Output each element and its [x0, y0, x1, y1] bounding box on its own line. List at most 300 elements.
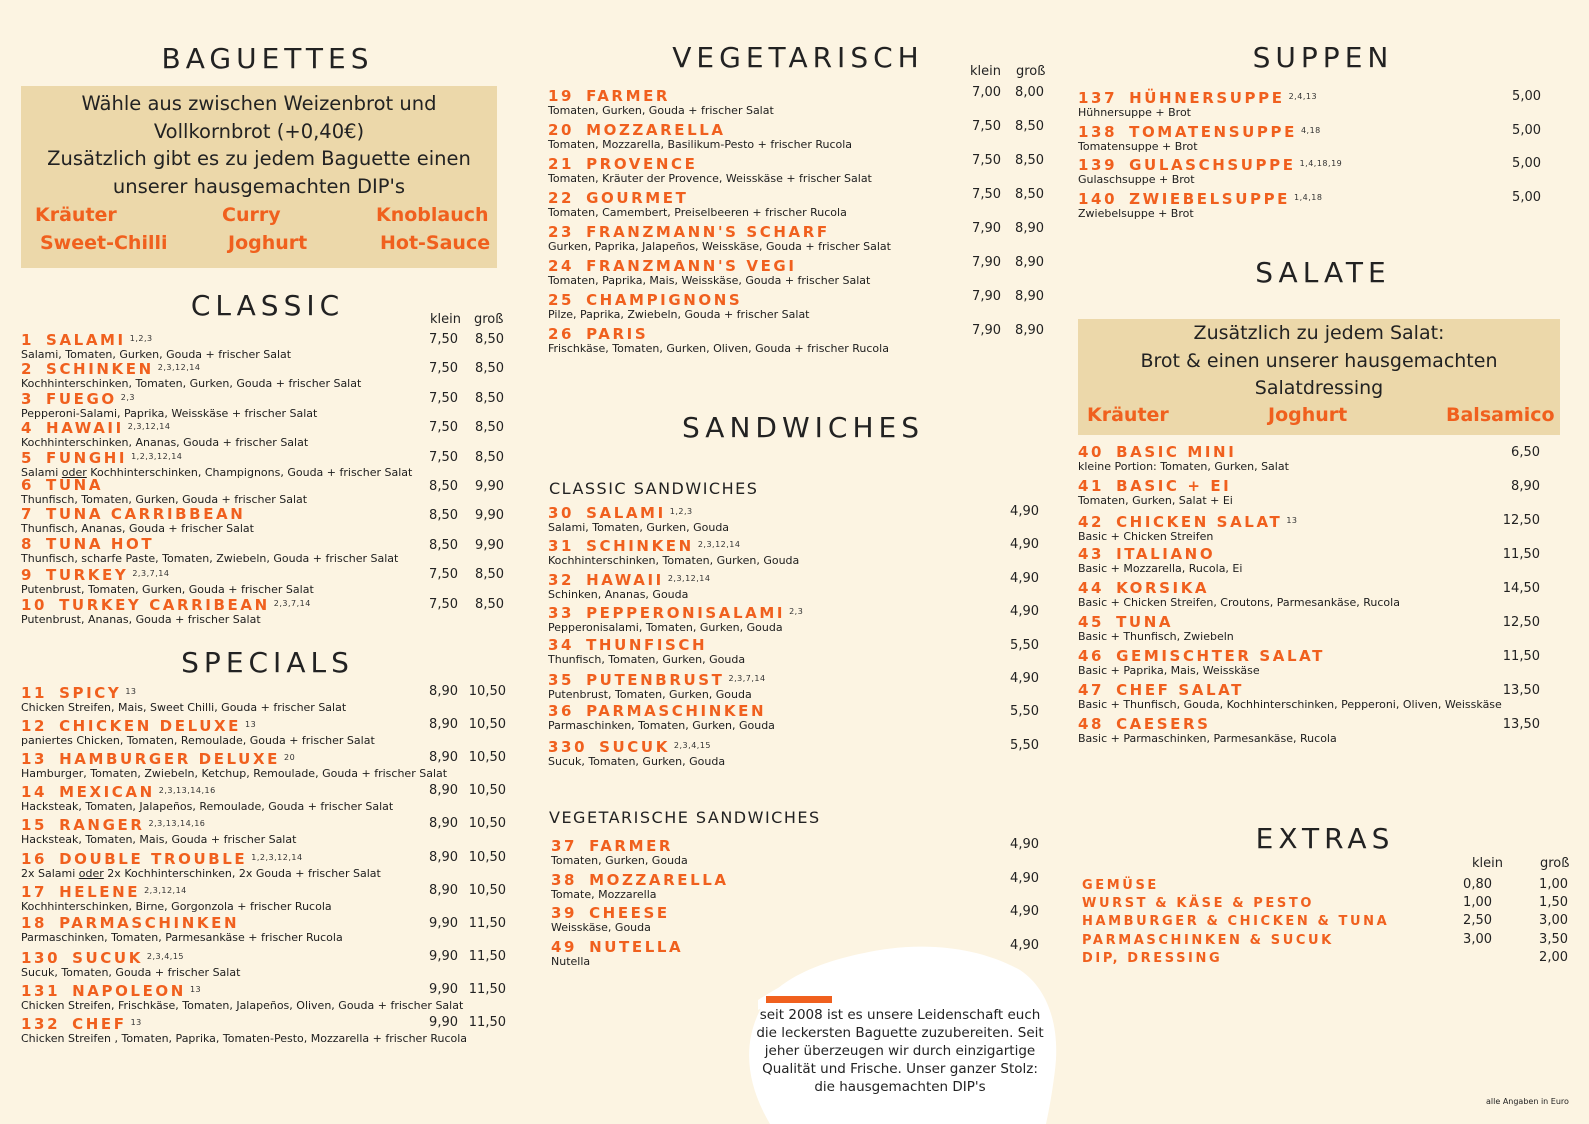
- price-price: 5,00: [1512, 189, 1541, 205]
- menu-item: [21, 566, 314, 596]
- price-klein: 7,00: [972, 85, 1001, 100]
- menu-item: [21, 449, 412, 479]
- price-gross: 10,50: [468, 816, 506, 832]
- menu-item: [548, 293, 810, 321]
- item-number: 5: [21, 448, 35, 467]
- item-title: [548, 671, 766, 688]
- extras-title: EXTRAS: [1255, 822, 1395, 855]
- allergen-codes: 1,4,18,19: [1299, 159, 1343, 168]
- price-gross: 8,50: [475, 420, 504, 436]
- item-number: 34: [548, 635, 575, 654]
- price-price: 4,90: [1010, 870, 1039, 886]
- price-price: 4,90: [1010, 504, 1039, 519]
- price-gross: 10,50: [468, 882, 506, 898]
- item-description: Tomaten, Kräuter der Provence, Weisskäse + frischer Salat: [548, 172, 872, 185]
- menu-item: [548, 259, 870, 287]
- item-name: PUTENBRUST: [586, 671, 725, 689]
- menu-item: [21, 750, 447, 780]
- item-description: Pilze, Paprika, Zwiebeln, Gouda + frischer Salat: [548, 308, 810, 321]
- price-klein: 8,90: [429, 684, 458, 699]
- dressing-joghurt: Joghurt: [1268, 404, 1348, 426]
- item-number: 32: [548, 570, 575, 589]
- item-number: 46: [1078, 647, 1105, 665]
- classic-gross-header: groß: [474, 312, 504, 327]
- item-number: 40: [1078, 443, 1105, 461]
- price-klein: 8,90: [429, 816, 458, 832]
- item-description: Tomatensuppe + Brot: [1078, 139, 1198, 153]
- item-title: [1078, 89, 1317, 106]
- menu-item: [1078, 547, 1242, 575]
- menu-item: [548, 191, 847, 219]
- item-description: Salami oder Kochhinterschinken, Champignons, Gouda + frischer Salat: [21, 465, 413, 479]
- price-gross: 11,50: [468, 1015, 506, 1030]
- item-name: RANGER: [59, 816, 145, 835]
- item-description: Basic + Thunfisch, Gouda, Kochhinterschinken, Pepperoni, Oliven, Weisskäse: [1078, 698, 1502, 711]
- item-number: 140: [1078, 189, 1118, 208]
- item-name: TUNA: [46, 476, 104, 494]
- item-name: TURKEY: [46, 566, 129, 585]
- item-title: [551, 870, 729, 889]
- item-title: [21, 1015, 467, 1032]
- item-name: CAESERS: [1116, 715, 1211, 733]
- dip-hot-sauce: Hot-Sauce: [380, 232, 491, 254]
- menu-item: [21, 783, 393, 813]
- item-description: Sucuk, Tomaten, Gouda + frischer Salat: [21, 965, 241, 979]
- allergen-codes: 1,2,3: [129, 334, 153, 343]
- price-klein: 8,90: [429, 750, 458, 766]
- story-line: die hausgemachten DIP's: [814, 1079, 986, 1095]
- item-number: 1: [21, 331, 35, 349]
- allergen-codes: 13: [245, 720, 257, 730]
- item-description: Hacksteak, Tomaten, Mais, Gouda + frischer Salat: [21, 833, 297, 847]
- price-price: 13,50: [1502, 683, 1540, 698]
- allergen-codes: 2,4,13: [1288, 92, 1318, 101]
- price-klein: 9,90: [429, 915, 458, 931]
- item-description: Schinken, Ananas, Gouda: [548, 587, 689, 601]
- item-title: [548, 225, 891, 240]
- item-number: 44: [1078, 579, 1105, 597]
- baguette-info-line: Wähle aus zwischen Weizenbrot und: [81, 92, 437, 115]
- item-title: [21, 783, 393, 800]
- menu-item: [548, 123, 852, 151]
- item-name: MOZZARELLA: [589, 870, 729, 889]
- item-title: [548, 537, 799, 554]
- menu-item: [21, 596, 311, 626]
- item-name: SCHINKEN: [586, 537, 694, 556]
- price-gross: 8,90: [1015, 323, 1044, 338]
- item-title: [548, 504, 729, 521]
- item-name: BASIC MINI: [1116, 443, 1237, 461]
- price-klein: 2,50: [1463, 913, 1492, 929]
- item-description: Thunfisch, Tomaten, Gurken, Gouda + frischer Salat: [21, 493, 308, 506]
- price-klein: 8,90: [429, 717, 458, 733]
- item-name: ITALIANO: [1116, 545, 1216, 563]
- item-title: [21, 534, 398, 553]
- item-name: SUCUK: [599, 737, 670, 756]
- item-name: BASIC + EI: [1116, 477, 1232, 495]
- item-name: GEMISCHTER SALAT: [1116, 647, 1326, 665]
- price-price: 4,90: [1010, 570, 1039, 586]
- price-gross: 8,50: [475, 596, 504, 612]
- menu-item: [21, 419, 308, 449]
- menu-item: [551, 870, 729, 901]
- allergen-codes: 4,18: [1300, 125, 1321, 135]
- item-number: 6: [21, 476, 35, 494]
- price-klein: 7,50: [429, 390, 458, 406]
- item-description: Kochhinterschinken, Ananas, Gouda + frischer Salat: [21, 436, 309, 450]
- item-number: 4: [21, 419, 35, 438]
- item-title: [551, 839, 688, 854]
- menu-item: [548, 504, 729, 534]
- item-name: NUTELLA: [589, 937, 684, 956]
- menu-item: [1078, 123, 1321, 153]
- item-name: CHICKEN SALAT: [1116, 513, 1283, 531]
- item-title: [1078, 683, 1502, 698]
- price-gross: 8,90: [1015, 255, 1044, 270]
- price-klein: 7,50: [972, 153, 1001, 168]
- price-klein: 9,90: [429, 948, 458, 964]
- price-gross: 10,50: [468, 717, 506, 733]
- item-name: PEPPERONISALAMI: [586, 604, 786, 623]
- item-title: [21, 913, 343, 932]
- allergen-codes: 1,2,3: [669, 507, 693, 516]
- price-price: 4,90: [1010, 937, 1039, 953]
- allergen-codes: 2,3: [120, 392, 136, 402]
- story-line: Qualität und Frische. Unser ganzer Stolz:: [762, 1061, 1038, 1077]
- price-gross: 9,90: [475, 508, 504, 524]
- item-name: CHEF: [72, 1015, 127, 1033]
- price-gross: 10,50: [468, 684, 506, 699]
- item-number: 3: [21, 389, 35, 408]
- item-description: Hamburger, Tomaten, Zwiebeln, Ketchup, Remoulade, Gouda + frischer Salat: [21, 767, 448, 781]
- suppen-title: SUPPEN: [1252, 41, 1394, 74]
- price-klein: 7,50: [972, 119, 1001, 134]
- item-number: 41: [1078, 477, 1105, 495]
- item-description: Sucuk, Tomaten, Gurken, Gouda: [548, 754, 726, 768]
- menu-item: [551, 839, 688, 867]
- item-title: [21, 360, 361, 377]
- item-title: [1078, 445, 1289, 460]
- price-gross: 8,00: [1015, 85, 1044, 100]
- item-title: [21, 390, 317, 407]
- veg-klein-header: klein: [970, 64, 1001, 79]
- allergen-codes: 13: [130, 1018, 142, 1027]
- item-name: HELENE: [59, 882, 141, 901]
- allergen-codes: 2,3,12,14: [144, 885, 187, 895]
- allergen-codes: 1,2,3,12,14: [251, 852, 303, 862]
- item-title: [1078, 190, 1322, 207]
- item-name: FRANZMANN'S SCHARF: [586, 223, 830, 241]
- price-price: 13,50: [1502, 717, 1540, 732]
- price-gross: 10,50: [468, 783, 506, 799]
- item-description: Tomaten, Gurken, Gouda + frischer Salat: [548, 104, 774, 117]
- item-name: TOMATENSUPPE: [1129, 122, 1297, 141]
- item-name: CHAMPIGNONS: [586, 291, 743, 309]
- price-klein: 8,50: [429, 508, 458, 524]
- menu-item: [21, 982, 463, 1012]
- menu-item: [21, 534, 399, 565]
- item-number: 49: [551, 937, 578, 956]
- price-gross: 11,50: [468, 981, 506, 997]
- item-name: DOUBLE TROUBLE: [59, 849, 248, 868]
- item-number: 13: [21, 750, 48, 769]
- menu-item: [21, 331, 291, 361]
- price-gross: 11,50: [468, 948, 506, 964]
- item-name: TURKEY CARRIBEAN: [59, 595, 270, 614]
- allergen-codes: 20: [283, 753, 296, 763]
- menu-item: [548, 327, 889, 355]
- item-number: 17: [21, 882, 48, 901]
- price-price: 5,00: [1512, 122, 1541, 138]
- story-accent-bar: [766, 996, 832, 1003]
- item-name: PARMASCHINKEN: [59, 913, 240, 932]
- footer-note: alle Angaben in Euro: [1486, 1097, 1569, 1106]
- menu-item: [1078, 615, 1234, 643]
- baguette-info-line: unserer hausgemachten DIP's: [112, 174, 406, 198]
- item-number: 47: [1078, 681, 1105, 699]
- item-title: [1078, 156, 1342, 173]
- item-number: 131: [21, 981, 61, 1000]
- menu-item: [551, 906, 670, 934]
- item-title: [21, 982, 463, 999]
- item-number: 8: [21, 534, 35, 553]
- allergen-codes: 2,3,12,14: [127, 422, 171, 432]
- extra-item-name: DIP, DRESSING: [1082, 950, 1223, 966]
- item-description: 2x Salami oder 2x Kochhinterschinken, 2x Gouda + frischer Salat: [21, 866, 381, 880]
- item-title: [21, 949, 240, 966]
- item-number: 138: [1078, 122, 1118, 141]
- price-klein: 7,90: [972, 323, 1001, 338]
- price-price: 4,90: [1010, 604, 1039, 620]
- item-title: [21, 684, 346, 701]
- classic-sandwiches-subtitle: CLASSIC SANDWICHES: [549, 479, 759, 498]
- price-klein: 7,90: [972, 221, 1001, 236]
- item-title: [21, 478, 307, 493]
- item-number: 48: [1078, 715, 1105, 733]
- item-description: Chicken Streifen, Mais, Sweet Chilli, Gouda + frischer Salat: [21, 701, 347, 714]
- allergen-codes: 2,3,12,14: [157, 363, 201, 373]
- item-name: SALAMI: [46, 331, 126, 349]
- allergen-codes: 2,3: [789, 607, 804, 617]
- item-description: Chicken Streifen , Tomaten, Paprika, Tomaten-Pesto, Mozzarella + frischer Rucola: [21, 1032, 468, 1045]
- item-description: Frischkäse, Tomaten, Gurken, Oliven, Gouda + frischer Rucola: [548, 342, 889, 355]
- item-name: HAWAII: [46, 419, 124, 438]
- allergen-codes: 2,3,7,14: [273, 598, 311, 608]
- item-name: TUNA CARRIBBEAN: [46, 505, 246, 524]
- item-title: [21, 566, 314, 583]
- item-number: 21: [548, 155, 575, 173]
- extra-item-name: PARMASCHINKEN & SUCUK: [1082, 932, 1334, 948]
- item-title: [21, 816, 296, 833]
- price-price: 12,50: [1502, 513, 1540, 528]
- veg-gross-header: groß: [1016, 64, 1046, 79]
- item-description: Basic + Chicken Streifen: [1078, 530, 1214, 543]
- item-title: [21, 419, 308, 436]
- item-number: 18: [21, 913, 48, 932]
- menu-item: [1078, 479, 1233, 507]
- item-description: Tomate, Mozzarella: [551, 887, 657, 901]
- item-description: Zwiebelsuppe + Brot: [1078, 206, 1194, 220]
- item-name: HAMBURGER DELUXE: [59, 750, 280, 769]
- item-description: Basic + Chicken Streifen, Croutons, Parmesankäse, Rucola: [1078, 596, 1400, 609]
- allergen-codes: 13: [1286, 516, 1298, 525]
- dressing-kraeuter: Kräuter: [1087, 404, 1169, 426]
- item-number: 137: [1078, 89, 1118, 107]
- price-price: 5,50: [1010, 637, 1039, 653]
- price-gross: 3,50: [1539, 931, 1568, 947]
- story-line: seit 2008 ist es unsere Leidenschaft euch: [759, 1007, 1041, 1023]
- sandwiches-title: SANDWICHES: [682, 411, 924, 444]
- item-title: [548, 89, 774, 104]
- menu-item: [21, 913, 343, 944]
- item-number: 45: [1078, 613, 1105, 631]
- item-title: [1078, 649, 1325, 664]
- item-title: [21, 883, 332, 900]
- vegetarisch-title: VEGETARISCH: [672, 41, 924, 74]
- allergen-codes: 1,4,18: [1294, 192, 1323, 202]
- item-description: Salami, Tomaten, Gurken, Gouda: [548, 521, 730, 534]
- item-name: KORSIKA: [1116, 579, 1210, 597]
- item-title: [548, 191, 847, 206]
- item-title: [21, 449, 412, 466]
- price-gross: 8,50: [1015, 153, 1044, 168]
- item-description: Tomaten, Gurken, Salat + Ei: [1078, 494, 1233, 507]
- item-name: PARMASCHINKEN: [586, 702, 767, 721]
- item-name: PARIS: [586, 325, 649, 343]
- price-price: 4,90: [1010, 537, 1039, 553]
- item-name: CHEESE: [589, 904, 670, 923]
- menu-item: [21, 717, 375, 747]
- item-description: Parmaschinken, Tomaten, Gurken, Gouda: [548, 719, 775, 733]
- item-number: 132: [21, 1015, 61, 1033]
- price-klein: 7,50: [429, 332, 458, 347]
- menu-item: [21, 1015, 467, 1045]
- price-price: 11,50: [1502, 547, 1540, 562]
- item-number: 39: [551, 904, 578, 923]
- item-number: 11: [21, 684, 48, 702]
- item-description: Gurken, Paprika, Jalapeños, Weisskäse, Gouda + frischer Salat: [548, 240, 891, 253]
- underlined-word: oder: [78, 866, 104, 880]
- menu-item: [548, 635, 746, 666]
- story-line: jeher überzeugen wir durch einzigartige: [764, 1043, 1036, 1059]
- allergen-codes: 2,3,4,15: [673, 740, 711, 750]
- item-description: Tomaten, Camembert, Preiselbeeren + frischer Rucola: [548, 206, 847, 219]
- price-klein: 7,50: [429, 449, 458, 465]
- item-name: SUCUK: [72, 948, 143, 967]
- item-description: Basic + Thunfisch, Zwiebeln: [1078, 630, 1234, 643]
- item-name: CHICKEN DELUXE: [59, 717, 241, 736]
- menu-item: [21, 883, 332, 913]
- item-number: 139: [1078, 156, 1118, 174]
- item-number: 30: [548, 504, 575, 522]
- price-gross: 8,50: [475, 449, 504, 465]
- menu-item: [1078, 89, 1317, 119]
- menu-item: [548, 157, 872, 185]
- item-description: Putenbrust, Tomaten, Gurken, Gouda: [548, 688, 752, 701]
- price-klein: 8,50: [429, 537, 458, 553]
- item-name: PROVENCE: [586, 155, 698, 173]
- price-price: 5,00: [1512, 89, 1541, 104]
- extra-item-name: GEMÜSE: [1082, 878, 1159, 893]
- price-klein: 7,50: [429, 361, 458, 377]
- item-number: 130: [21, 948, 61, 967]
- item-title: [548, 157, 872, 172]
- baguettes-title: BAGUETTES: [161, 42, 374, 75]
- item-title: [21, 596, 311, 613]
- extras-gross-header: groß: [1540, 856, 1570, 871]
- salat-info-line: Salatdressing: [1254, 377, 1384, 399]
- price-price: 11,50: [1502, 649, 1540, 664]
- item-name: FARMER: [586, 87, 671, 105]
- item-title: [1078, 123, 1321, 140]
- item-number: 15: [21, 816, 48, 835]
- price-gross: 11,50: [468, 915, 506, 931]
- price-price: 5,50: [1010, 704, 1039, 720]
- allergen-codes: 1,2,3,12,14: [131, 451, 183, 461]
- menu-item: [548, 604, 803, 634]
- item-number: 7: [21, 505, 35, 524]
- item-number: 43: [1078, 545, 1105, 563]
- story-text: [740, 1006, 1060, 1096]
- item-number: 26: [548, 325, 575, 343]
- price-klein: 7,50: [972, 187, 1001, 202]
- item-number: 10: [21, 595, 48, 614]
- item-number: 20: [548, 121, 575, 139]
- item-description: Nutella: [551, 954, 591, 968]
- price-gross: 10,50: [468, 849, 506, 865]
- menu-item: [1078, 513, 1298, 543]
- menu-item: [551, 937, 684, 968]
- item-name: FUEGO: [46, 389, 117, 408]
- item-number: 330: [548, 737, 588, 756]
- dip-knoblauch: Knoblauch: [376, 204, 489, 226]
- item-title: [21, 717, 375, 734]
- menu-item: [21, 850, 381, 880]
- price-price: 6,50: [1511, 445, 1540, 460]
- menu-item: [1078, 445, 1289, 473]
- item-number: 42: [1078, 513, 1105, 531]
- item-name: NAPOLEON: [72, 981, 186, 1000]
- item-number: 36: [548, 702, 575, 721]
- menu-item: [548, 89, 774, 117]
- price-price: 12,50: [1502, 615, 1540, 630]
- item-description: Thunfisch, Ananas, Gouda + frischer Salat: [21, 522, 254, 536]
- item-name: FUNGHI: [46, 448, 128, 467]
- item-number: 23: [548, 223, 575, 241]
- item-description: Putenbrust, Tomaten, Gurken, Gouda + frischer Salat: [21, 583, 314, 597]
- price-gross: 8,50: [475, 567, 504, 583]
- price-klein: 7,50: [429, 596, 458, 612]
- price-klein: 3,00: [1463, 931, 1492, 947]
- item-title: [21, 850, 381, 867]
- item-description: Basic + Mozzarella, Rucola, Ei: [1078, 562, 1243, 575]
- classic-title: CLASSIC: [190, 289, 345, 322]
- dip-joghurt: Joghurt: [228, 232, 308, 254]
- item-name: SPICY: [59, 684, 122, 702]
- price-gross: 9,90: [475, 479, 504, 494]
- item-title: [551, 937, 684, 956]
- dip-sweet-chilli: Sweet-Chilli: [40, 232, 168, 254]
- menu-item: [21, 949, 240, 979]
- menu-item: [21, 360, 361, 390]
- classic-klein-header: klein: [430, 312, 461, 327]
- salat-info-line: Brot & einen unserer hausgemachten: [1140, 349, 1498, 372]
- item-title: [548, 123, 852, 138]
- allergen-codes: 2,3,13,14,16: [148, 819, 206, 829]
- price-klein: 7,90: [972, 289, 1001, 304]
- menu-item: [548, 671, 766, 701]
- price-price: 8,90: [1511, 479, 1540, 494]
